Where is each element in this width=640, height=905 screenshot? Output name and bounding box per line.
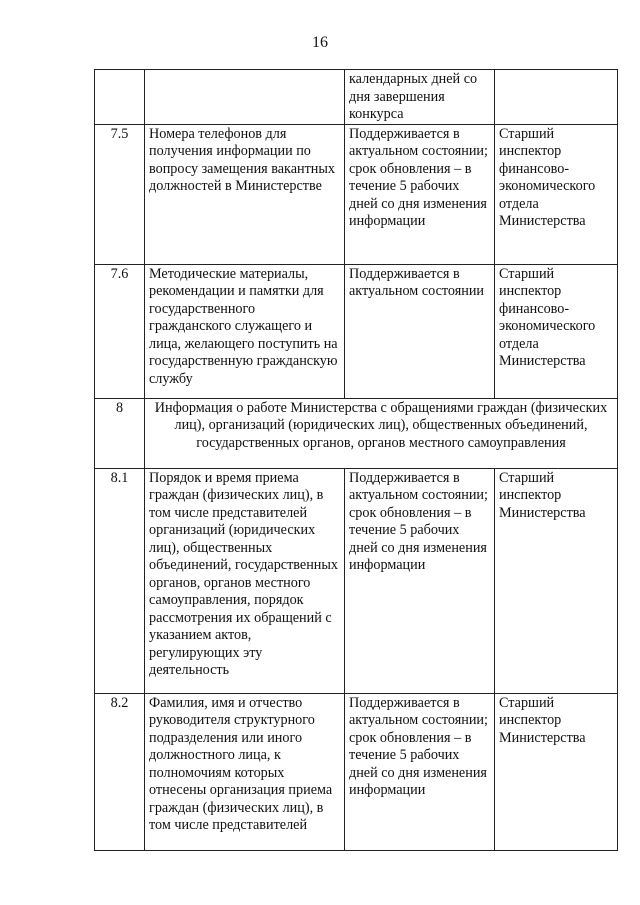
info-cell: Методические материалы, рекомендации и памятки для государственного гражданского служащего и лица, желающего поступить на государственную гражданскую службу [145,264,345,398]
period-cell: Поддерживается в актуальном состоянии; срок обновления – в течение 5 рабочих дней со дня изменения информации [345,693,495,850]
responsible-cell: Старший инспектор финансово-экономического отдела Министерства [495,264,618,398]
period-cell: Поддерживается в актуальном состоянии [345,264,495,398]
table-row [95,264,618,398]
row-number: 7.6 [95,264,145,398]
responsible-cell: Старший инспектор Министерства [495,693,618,850]
row-number: 7.5 [95,124,145,264]
info-cell [145,70,345,125]
period-cell: Поддерживается в актуальном состоянии; срок обновления – в течение 5 рабочих дней со дня изменения информации [345,468,495,693]
row-number: 8.1 [95,468,145,693]
row-number [95,70,145,125]
section-row [95,398,618,468]
page-number: 16 [312,34,328,51]
responsible-cell: Старший инспектор Министерства [495,468,618,693]
section-title: Информация о работе Министерства с обращениями граждан (физических лиц), организаций (юридических лиц), общественных объединений, государственных органов, органов местного самоуправления [145,398,618,468]
table-row [95,124,618,264]
info-cell: Фамилия, имя и отчество руководителя структурного подразделения или иного должностного лица, к полномочиям которых отнесены организация приема граждан (физических лиц), в том числе представителей [145,693,345,850]
section-number: 8 [95,398,145,468]
period-cell: календарных дней со дня завершения конкурса [345,70,495,125]
information-table [94,69,618,851]
responsible-cell [495,70,618,125]
row-number: 8.2 [95,693,145,850]
table-row [95,70,618,125]
table-row [95,468,618,693]
responsible-cell: Старший инспектор финансово-экономического отдела Министерства [495,124,618,264]
period-cell: Поддерживается в актуальном состоянии; срок обновления – в течение 5 рабочих дней со дня изменения информации [345,124,495,264]
table-row [95,693,618,850]
info-cell: Порядок и время приема граждан (физических лиц), в том числе представителей организаций (юридических лиц), общественных объединений, государственных органов, органов местного самоуправления, порядок рассмотрения их обращений с указанием актов, регулирующих эту деятельность [145,468,345,693]
info-cell: Номера телефонов для получения информации по вопросу замещения вакантных должностей в Министерстве [145,124,345,264]
